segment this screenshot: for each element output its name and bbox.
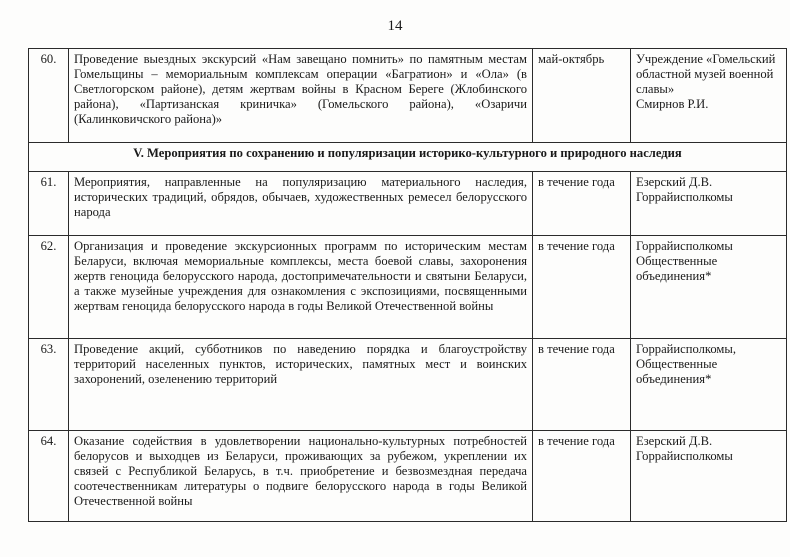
responsible-line: Горрайисполкомы [636, 190, 733, 204]
responsible-line: Смирнов Р.И. [636, 97, 709, 111]
row-number: 61. [29, 172, 69, 236]
responsible-line: Горрайисполкомы, [636, 342, 736, 356]
responsible-line: Общественные объединения* [636, 254, 718, 283]
table-row [29, 172, 787, 236]
row-term: в течение года [533, 431, 631, 522]
table-row [29, 431, 787, 522]
responsible-line: областной музей военной славы» [636, 67, 774, 96]
row-responsible [631, 49, 787, 143]
section-row [29, 143, 787, 172]
row-responsible [631, 339, 787, 431]
row-responsible [631, 431, 787, 522]
row-description: Мероприятия, направленные на популяризацию материального наследия, исторических традиций, обрядов, обычаев, художественных ремесел белорусского народа [69, 172, 533, 236]
row-term: в течение года [533, 339, 631, 431]
row-description: Проведение акций, субботников по наведению порядка и благоустройству территорий населенных пунктов, исторических, памятных мест и воинских захоронений, озеленению территорий [69, 339, 533, 431]
row-term: май-октябрь [533, 49, 631, 143]
page-number: 14 [387, 18, 403, 34]
responsible-line: Езерский Д.В. [636, 175, 713, 189]
responsible-line: Езерский Д.В. [636, 434, 713, 448]
row-number: 60. [29, 49, 69, 143]
row-term: в течение года [533, 236, 631, 339]
responsible-line: Учреждение «Гомельский [636, 52, 776, 66]
row-number: 64. [29, 431, 69, 522]
row-description: Оказание содействия в удовлетворении национально-культурных потребностей белорусов и выходцев из Беларуси, проживающих за рубежом, укреплении их связей с Республикой Беларусь, в т.ч. приобретение и безвозмездная передача соотечественникам литературы о подвиге белорусского народа в годы Великой Отечественной войны [69, 431, 533, 522]
responsible-line: Горрайисполкомы [636, 449, 733, 463]
row-term: в течение года [533, 172, 631, 236]
row-number: 62. [29, 236, 69, 339]
row-number: 63. [29, 339, 69, 431]
responsible-line: Общественные объединения* [636, 357, 718, 386]
table-row [29, 339, 787, 431]
row-responsible [631, 172, 787, 236]
row-description: Проведение выездных экскурсий «Нам завещано помнить» по памятным местам Гомельщины – мемориальным комплексам операции «Багратион» и «Ола» (в Светлогорском районе), детям жертвам войны в Красном Береге (Жлобинского района), «Партизанская криничка» (Гомельского района), «Озаричи (Калинковичского района)» [69, 49, 533, 143]
responsible-line: Горрайисполкомы [636, 239, 733, 253]
events-table [28, 48, 787, 522]
section-heading: V. Мероприятия по сохранению и популяризации историко-культурного и природного наследия [29, 143, 787, 172]
row-description: Организация и проведение экскурсионных программ по историческим местам Беларуси, включая мемориальные комплексы, места боевой славы, захоронения жертв геноцида белорусского народа, достопримечательности и святыни Беларуси, а также музейные учреждения для ознакомления с экспозициями, посвященными жертвам геноцида белорусского народа в годы Великой Отечественной войны [69, 236, 533, 339]
row-responsible [631, 236, 787, 339]
table-row [29, 49, 787, 143]
table-row [29, 236, 787, 339]
